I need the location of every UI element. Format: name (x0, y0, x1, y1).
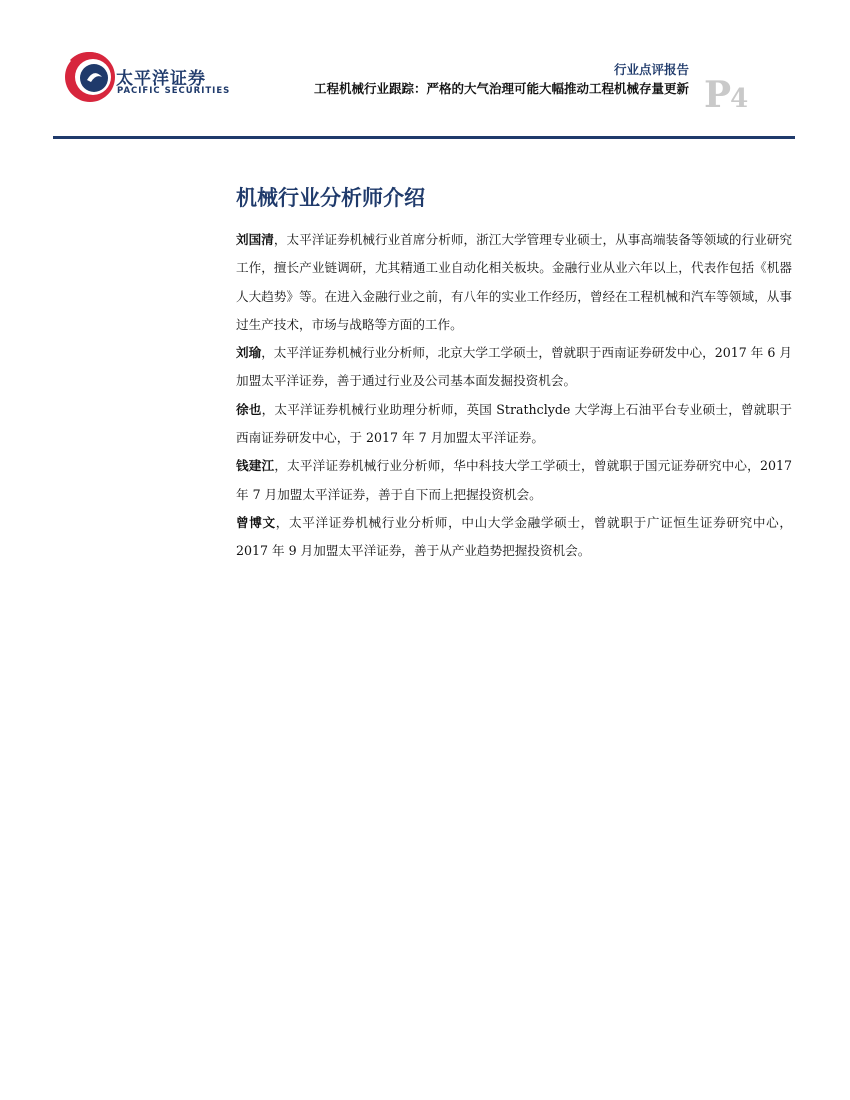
analyst-name: 曾博文 (236, 514, 276, 530)
analyst-bio (236, 396, 792, 453)
analyst-bio (236, 339, 792, 396)
logo-chinese-name: 太平洋证券 (116, 69, 206, 89)
page-letter: P (704, 74, 731, 116)
analyst-description: ，太平洋证券机械行业助理分析师，英国 Strathclyde 大学海上石油平台专业硕士，曾就职于西南证券研发中心，于 2017 年 7 月加盟太平洋证券。 (236, 401, 793, 446)
analyst-description: ，太平洋证券机械行业分析师，中山大学金融学硕士，曾就职于广证恒生证券研究中心，2017 年 9 月加盟太平洋证券，善于从产业趋势把握投资机会。 (236, 514, 793, 559)
report-type-label: 行业点评报告 (613, 62, 689, 77)
pacific-securities-logo-icon (60, 44, 120, 104)
analyst-bio (236, 452, 792, 509)
page-digit: 4 (730, 84, 748, 114)
analyst-name: 刘瑜 (236, 345, 262, 361)
analyst-name: 徐也 (236, 401, 262, 417)
page-number (704, 74, 747, 116)
analyst-description: ，太平洋证券机械行业分析师，华中科技大学工学硕士，曾就职于国元证券研究中心，2017 年 7 月加盟太平洋证券，善于自下而上把握投资机会。 (236, 458, 792, 502)
analyst-bio-list (236, 226, 792, 566)
logo-english-name: PACIFIC SECURITIES (117, 86, 231, 96)
analyst-bio (236, 226, 792, 339)
report-title: 工程机械行业跟踪：严格的大气治理可能大幅推动工程机械存量更新 (313, 81, 689, 96)
page-header (0, 0, 850, 140)
section-title: 机械行业分析师介绍 (236, 185, 425, 210)
analyst-description: ，太平洋证券机械行业首席分析师，浙江大学管理专业硕士，从事高端装备等领域的行业研究工作，擅长产业链调研，尤其精通工业自动化相关板块。金融行业从业六年以上，代表作包括《机器人大趋势》等。在进入金融行业之前，有八年的实业工作经历，曾经在工程机械和汽车等领域，从事过生产技术，市场与战略等方面的工作。 (236, 232, 793, 332)
analyst-name: 钱建江 (236, 458, 275, 474)
analyst-description: ，太平洋证券机械行业分析师，北京大学工学硕士，曾就职于西南证券研发中心，2017 年 6 月加盟太平洋证券，善于通过行业及公司基本面发掘投资机会。 (236, 345, 793, 389)
analyst-bio (236, 509, 792, 566)
analyst-name: 刘国清 (236, 232, 274, 247)
header-divider (53, 136, 795, 139)
